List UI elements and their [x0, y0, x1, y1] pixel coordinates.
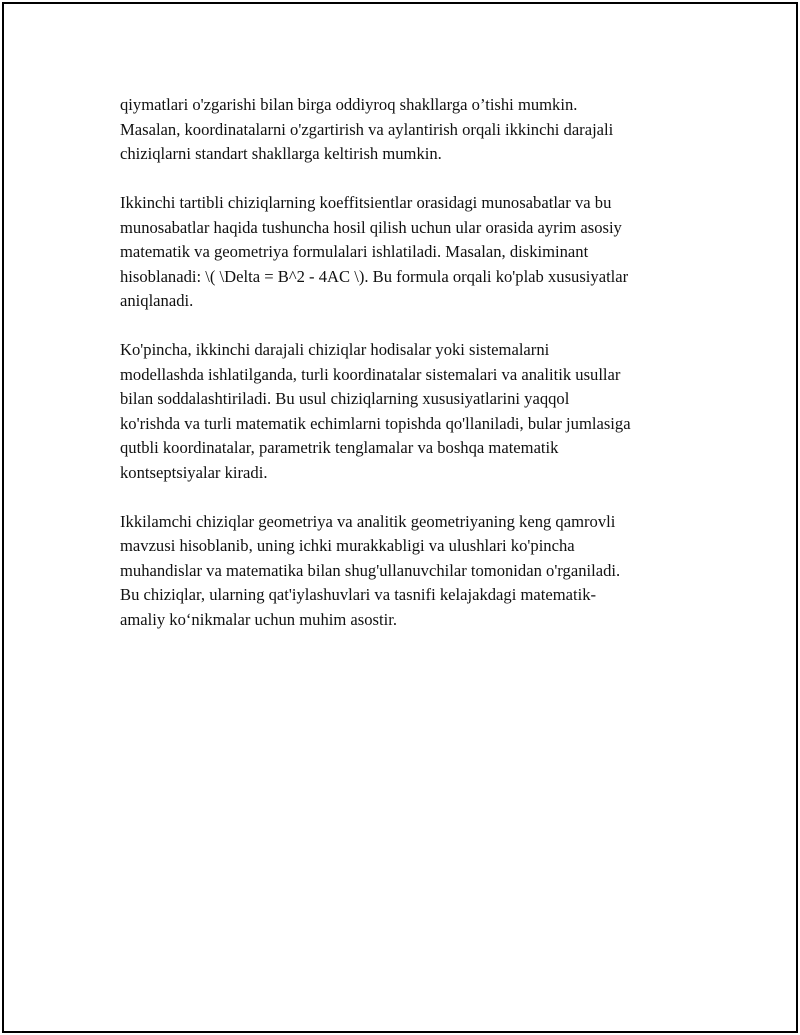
paragraph-1	[120, 93, 700, 167]
document-body	[120, 93, 700, 657]
text-line: qutbli koordinatalar, parametrik tenglamalar va boshqa matematik	[120, 438, 559, 457]
text-line: munosabatlar haqida tushuncha hosil qilish uchun ular orasida ayrim asosiy	[120, 217, 622, 237]
text-line: kontseptsiyalar kiradi.	[120, 462, 268, 482]
text-line: Ikkinchi tartibli chiziqlarning koeffitsientlar orasidagi munosabatlar va bu	[120, 193, 612, 212]
text-line: hisoblanadi: \( \Delta = B^2 - 4AC \). Bu formula orqali ko'plab xususiyatlar	[120, 266, 629, 286]
text-line: modellashda ishlatilganda, turli koordinatalar sistemalari va analitik usullar	[120, 364, 621, 384]
text-line: Bu chiziqlar, ularning qat'iylashuvlari va tasnifi kelajakdagi matematik-	[120, 585, 597, 604]
document-page	[2, 2, 798, 1033]
text-line: mavzusi hisoblanib, uning ichki murakkabligi va ulushlari ko'pincha	[120, 536, 575, 555]
text-line: Ikkilamchi chiziqlar geometriya va analitik geometriyaning keng qamrovli	[120, 511, 616, 531]
text-line: aniqlanadi.	[120, 291, 194, 310]
text-line: qiymatlari o'zgarishi bilan birga oddiyroq shakllarga o’tishi mumkin.	[120, 95, 578, 114]
text-line: muhandislar va matematika bilan shug'ullanuvchilar tomonidan o'rganiladi.	[120, 560, 621, 580]
text-line: Masalan, koordinatalarni o'zgartirish va aylantirish orqali ikkinchi darajali	[120, 119, 614, 139]
text-line: ko'rishda va turli matematik echimlarni topishda qo'llaniladi, bular jumlasiga	[120, 413, 631, 433]
text-line: amaliy ko‘nikmalar uchun muhim asostir.	[120, 609, 397, 629]
paragraph-2	[120, 191, 700, 314]
text-line: Ko'pincha, ikkinchi darajali chiziqlar hodisalar yoki sistemalarni	[120, 340, 550, 359]
text-line: bilan soddalashtiriladi. Bu usul chiziqlarning xususiyatlarini yaqqol	[120, 389, 570, 408]
text-line: matematik va geometriya formulalari ishlatiladi. Masalan, diskiminant	[120, 242, 589, 261]
paragraph-3	[120, 338, 700, 485]
text-line: chiziqlarni standart shakllarga keltirish mumkin.	[120, 144, 442, 163]
paragraph-4	[120, 510, 700, 633]
